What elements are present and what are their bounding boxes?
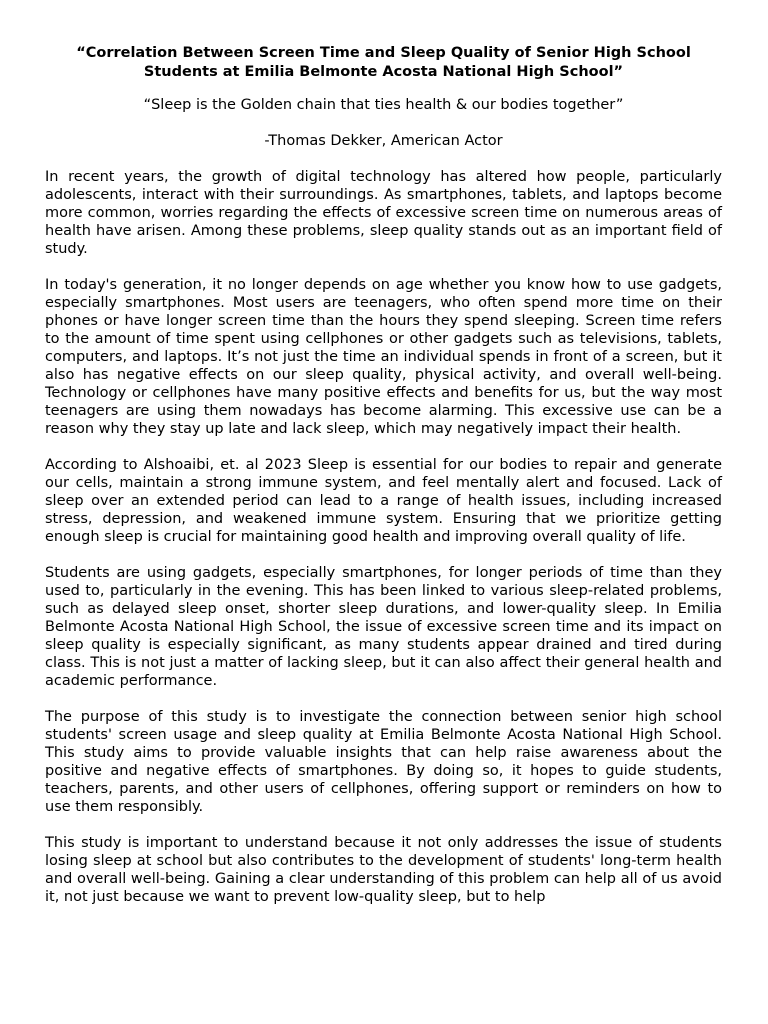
paragraph-significance: This study is important to understand because it not only addresses the issue of students losing sleep at school but also contributes to the development of students' long-term health and overall well-being. Gaining a clear understanding of this problem can help all of us avoid it, not just because we want to prevent low-quality sleep, but to help [45, 835, 722, 905]
paragraph-students-gadgets: Students are using gadgets, especially smartphones, for longer periods of time than they used to, particularly in the evening. This has been linked to various sleep-related problems, such as delayed sleep onset, shorter sleep durations, and lower-quality sleep. In Emilia Belmonte Acosta National High School, the issue of excessive screen time and its impact on sleep quality is especially significant, as many students appear drained and tired during class. This is not just a matter of lacking sleep, but it can also affect their general health and academic performance. [45, 565, 722, 689]
quote-attribution: -Thomas Dekker, American Actor [264, 133, 503, 149]
epigraph-quote: “Sleep is the Golden chain that ties health & our bodies together” [143, 97, 624, 113]
paragraph-screen-time: In today's generation, it no longer depends on age whether you know how to use gadgets, especially smartphones. Most users are teenagers, who often spend more time on their phones or have longer screen time than the hours they spend sleeping. Screen time refers to the amount of time spent using cellphones or other gadgets such as televisions, tablets, computers, and laptops. It’s not just the time an individual spends in front of a screen, but it also has negative effects on our sleep quality, physical activity, and overall well-being. Technology or cellphones have many positive effects and benefits for us, but the way most teenagers are using them nowadays has become alarming. This excessive use can be a reason why they stay up late and lack sleep, which may negatively impact their health. [45, 277, 722, 437]
paragraph-intro: In recent years, the growth of digital technology has altered how people, particularly adolescents, interact with their surroundings. As smartphones, tablets, and laptops become more common, worries regarding the effects of excessive screen time on numerous areas of health have arisen. Among these problems, sleep quality stands out as an important field of study. [45, 169, 722, 257]
document-page [45, 44, 722, 906]
paragraph-purpose: The purpose of this study is to investigate the connection between senior high school students' screen usage and sleep quality at Emilia Belmonte Acosta National High School. This study aims to provide valuable insights that can help raise awareness about the positive and negative effects of smartphones. By doing so, it hopes to guide students, teachers, parents, and other users of cellphones, offering support or reminders on how to use them responsibly. [45, 709, 722, 815]
document-title: “Correlation Between Screen Time and Sleep Quality of Senior High School Students at Emilia Belmonte Acosta National High School” [76, 45, 691, 80]
paragraph-sleep-importance: According to Alshoaibi, et. al 2023 Sleep is essential for our bodies to repair and generate our cells, maintain a strong immune system, and feel mentally alert and focused. Lack of sleep over an extended period can lead to a range of health issues, including increased stress, depression, and weakened immune system. Ensuring that we prioritize getting enough sleep is crucial for maintaining good health and improving overall quality of life. [45, 457, 722, 545]
